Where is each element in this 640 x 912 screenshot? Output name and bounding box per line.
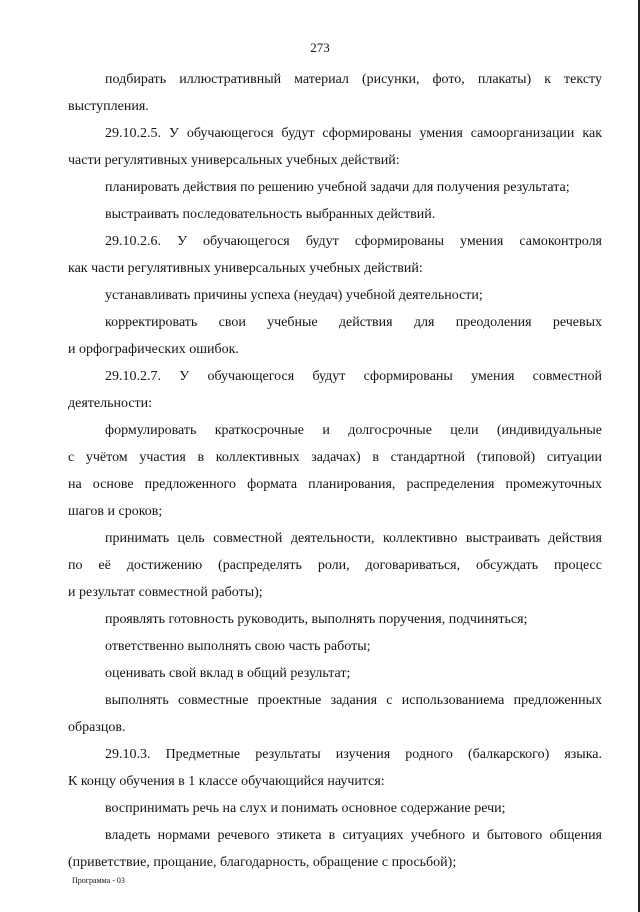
text-line: ответственно выполнять свою часть работы; [105,639,371,654]
text-line: подбирать иллюстративный материал (рисунки, фото, плакаты) к тексту [105,72,602,87]
text-line: выполнять совместные проектные задания с использованиема предложенных [105,693,602,708]
text-line: К концу обучения в 1 классе обучающийся научится: [68,774,385,789]
text-line: выступления. [68,99,149,114]
text-line: как части регулятивных универсальных учебных действий: [68,261,423,276]
text-line: и орфографических ошибок. [68,342,239,357]
text-line: части регулятивных универсальных учебных действий: [68,153,400,168]
text-line: (приветствие, прощание, благодарность, обращение с просьбой); [68,855,457,870]
text-line: принимать цель совместной деятельности, коллективно выстраивать действия [105,531,602,546]
text-line: деятельности: [68,396,153,411]
text-line: корректировать свои учебные действия для преодоления речевых [105,315,602,330]
text-line: владеть нормами речевого этикета в ситуациях учебного и бытового общения [105,828,602,843]
text-line: воспринимать речь на слух и понимать основное содержание речи; [105,801,506,816]
text-line: планировать действия по решению учебной задачи для получения результата; [105,180,570,195]
text-line: оценивать свой вклад в общий результат; [105,666,351,681]
text-line: 29.10.2.6. У обучающегося будут сформированы умения самоконтроля [105,234,602,249]
text-line: формулировать краткосрочные и долгосрочные цели (индивидуальные [105,423,602,438]
text-line: проявлять готовность руководить, выполнять поручения, подчиняться; [105,612,528,627]
text-line: устанавливать причины успеха (неудач) учебной деятельности; [105,288,483,303]
text-line: 29.10.3. Предметные результаты изучения родного (балкарского) языка. [105,747,602,762]
footer-label: Программа - 03 [72,876,125,885]
text-line: выстраивать последовательность выбранных действий. [105,207,436,222]
text-line: 29.10.2.5. У обучающегося будут сформированы умения самоорганизации как [105,126,602,141]
text-line: по её достижению (распределять роли, договариваться, обсуждать процесс [68,558,602,573]
text-line: образцов. [68,720,126,735]
text-line: с учётом участия в коллективных задачах) в стандартной (типовой) ситуации [68,450,602,465]
page-number: 273 [310,40,330,55]
text-line: 29.10.2.7. У обучающегося будут сформированы умения совместной [105,369,602,384]
text-line: шагов и сроков; [68,504,163,519]
text-line: на основе предложенного формата планирования, распределения промежуточных [68,477,602,492]
text-line: и результат совместной работы); [68,585,263,600]
